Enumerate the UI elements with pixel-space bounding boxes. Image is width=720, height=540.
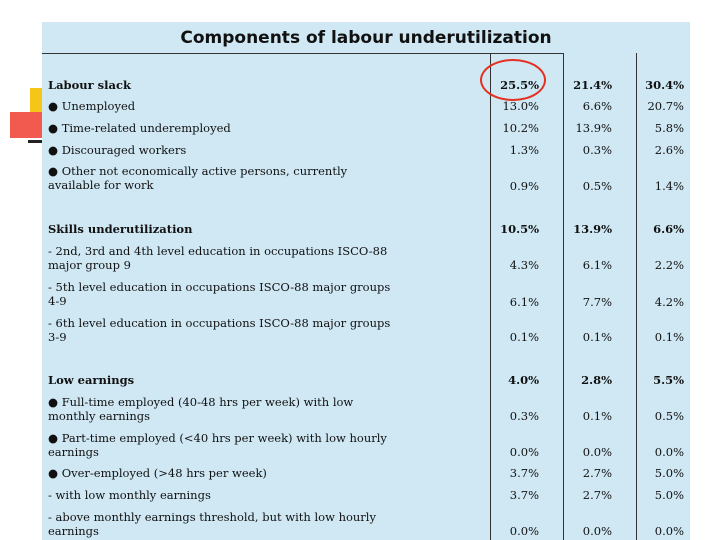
cell-col1: 4.3% bbox=[509, 258, 539, 272]
row-label: ● Unemployed bbox=[48, 99, 136, 113]
cell-col1: 0.0% bbox=[509, 445, 539, 459]
cell-col2: 6.1% bbox=[582, 258, 612, 272]
cell-col3: 0.0% bbox=[654, 524, 684, 538]
cell-col1: 10.5% bbox=[500, 222, 539, 236]
cell-col3: 0.5% bbox=[654, 409, 684, 423]
highlight-circle bbox=[480, 59, 546, 101]
cell-col2: 0.3% bbox=[582, 143, 612, 157]
cell-col1: 3.7% bbox=[509, 488, 539, 502]
cell-col2: 0.1% bbox=[582, 330, 612, 344]
row-label: ● Over-employed (>48 hrs per week) bbox=[48, 466, 267, 480]
row-label: - with low monthly earnings bbox=[48, 488, 211, 502]
cell-col3: 5.8% bbox=[654, 121, 684, 135]
cell-col1: 25.5% bbox=[500, 78, 539, 92]
row-label: - 5th level education in occupations ISCO-88 major groups 4-9 bbox=[48, 280, 391, 308]
cell-col2: 0.1% bbox=[582, 409, 612, 423]
cell-col2: 7.7% bbox=[582, 295, 612, 309]
decorative-red-block bbox=[10, 112, 42, 138]
cell-col3: 20.7% bbox=[647, 99, 684, 113]
cell-col1: 0.3% bbox=[509, 409, 539, 423]
row-label: - 2nd, 3rd and 4th level education in occupations ISCO-88 major group 9 bbox=[48, 244, 388, 272]
cell-col2: 2.8% bbox=[581, 373, 612, 387]
cell-col3: 6.6% bbox=[653, 222, 684, 236]
cell-col3: 5.5% bbox=[653, 373, 684, 387]
cell-col1: 4.0% bbox=[508, 373, 539, 387]
title-divider bbox=[42, 53, 564, 54]
row-label: - 6th level education in occupations ISCO-88 major groups 3-9 bbox=[48, 316, 391, 344]
cell-col3: 30.4% bbox=[645, 78, 684, 92]
page-title: Components of labour underutilization bbox=[180, 28, 552, 48]
row-label: ● Other not economically active persons, currently available for work bbox=[48, 164, 348, 192]
row-label: Low earnings bbox=[48, 373, 135, 387]
row-label: ● Discouraged workers bbox=[48, 143, 187, 157]
row-label: ● Full-time employed (40-48 hrs per week) with low monthly earnings bbox=[48, 395, 354, 423]
cell-col3: 0.0% bbox=[654, 445, 684, 459]
cell-col2: 13.9% bbox=[575, 121, 612, 135]
cell-col2: 21.4% bbox=[573, 78, 612, 92]
cell-col3: 2.2% bbox=[654, 258, 684, 272]
cell-col2: 2.7% bbox=[582, 466, 612, 480]
cell-col3: 1.4% bbox=[654, 179, 684, 193]
cell-col3: 5.0% bbox=[654, 488, 684, 502]
cell-col1: 13.0% bbox=[502, 99, 539, 113]
cell-col1: 0.0% bbox=[509, 524, 539, 538]
cell-col2: 6.6% bbox=[582, 99, 612, 113]
cell-col2: 0.0% bbox=[582, 524, 612, 538]
cell-col2: 13.9% bbox=[573, 222, 612, 236]
cell-col3: 4.2% bbox=[654, 295, 684, 309]
row-label: ● Part-time employed (<40 hrs per week) with low hourly earnings bbox=[48, 431, 387, 459]
decorative-dark-line bbox=[28, 140, 42, 143]
cell-col1: 0.1% bbox=[509, 330, 539, 344]
cell-col3: 0.1% bbox=[654, 330, 684, 344]
cell-col3: 5.0% bbox=[654, 466, 684, 480]
row-label: - above monthly earnings threshold, but with low hourly earnings bbox=[48, 510, 376, 538]
cell-col2: 0.0% bbox=[582, 445, 612, 459]
cell-col2: 2.7% bbox=[582, 488, 612, 502]
cell-col3: 2.6% bbox=[654, 143, 684, 157]
cell-col1: 10.2% bbox=[502, 121, 539, 135]
cell-col1: 0.9% bbox=[509, 179, 539, 193]
row-label: ● Time-related underemployed bbox=[48, 121, 231, 135]
cell-col1: 6.1% bbox=[509, 295, 539, 309]
cell-col1: 1.3% bbox=[509, 143, 539, 157]
cell-col1: 3.7% bbox=[509, 466, 539, 480]
row-label: Skills underutilization bbox=[48, 222, 193, 236]
row-label: Labour slack bbox=[48, 78, 131, 92]
cell-col2: 0.5% bbox=[582, 179, 612, 193]
